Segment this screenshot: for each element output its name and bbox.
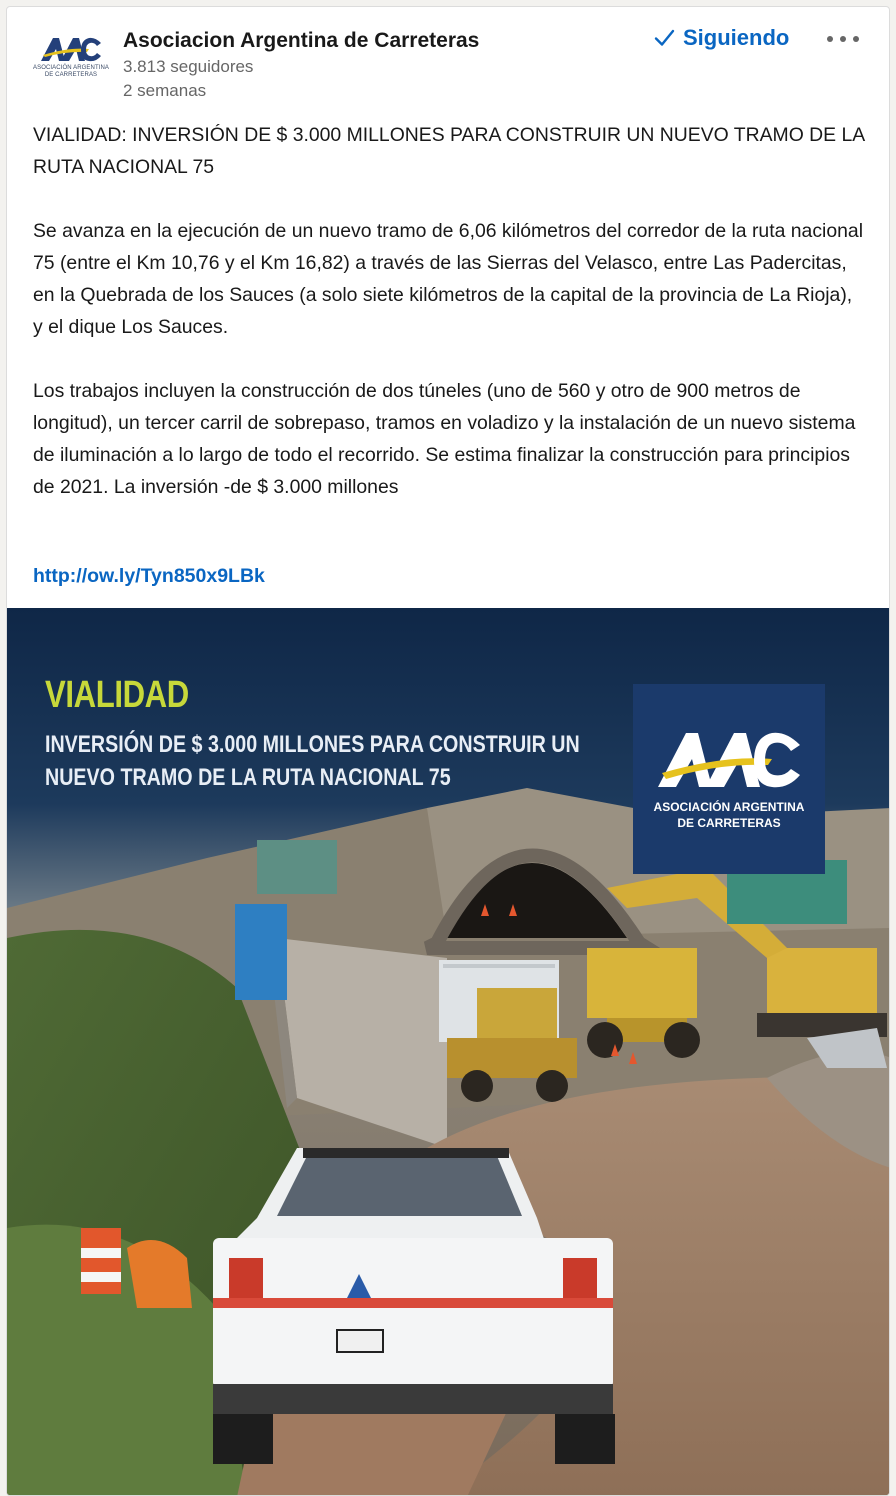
post-link[interactable]: http://ow.ly/Tyn850x9LBk [33,565,265,587]
aac-logo-icon [654,727,804,791]
post-title: VIALIDAD: INVERSIÓN DE $ 3.000 MILLONES PARA CONSTRUIR UN NUEVO TRAMO DE LA RUTA NACIONAL 75 [33,124,865,178]
badge-subtitle [654,799,805,831]
post-paragraph-1: Se avanza en la ejecución de un nuevo tramo de 6,06 kilómetros del corredor de la ruta nacional 75 (entre el Km 10,76 y el Km 16,82) a través de las Sierras del Velasco, entre Las Padercitas, en la Quebrada de los Sauces (a solo siete kilómetros de la capital de la provincia de La Rioja), y el dique Los Sauces. [33,220,864,338]
more-options-button[interactable] [821,25,865,53]
post-time: 2 semanas [123,81,207,100]
post-body [33,119,865,503]
image-kicker: VIALIDAD [45,674,189,716]
post-image[interactable] [7,608,890,1496]
image-headline-line-1: INVERSIÓN DE $ 3.000 MILLONES PARA CONSTRUIR UN [45,731,580,758]
author-avatar[interactable] [33,35,109,93]
post-paragraph-2: Los trabajos incluyen la construcción de dos túneles (uno de 560 y otro de 900 metros de longitud), un tercer carril de sobrepaso, tramos en voladizo y la instalación de un nuevo sistema de iluminación a lo largo de todo el recorrido. Se estima finalizar la construcción para principios de 2021. La inversión -de $ 3.000 millones [33,380,856,498]
post-card [6,6,890,1496]
check-icon [653,27,675,49]
aac-logo-icon [39,35,103,63]
badge-subtitle-line-1: ASOCIACIÓN ARGENTINA [653,800,805,814]
image-logo-badge [633,684,825,874]
logo-subtitle-line-1: ASOCIACIÓN ARGENTINA [33,65,110,71]
image-headline [45,728,580,794]
post-header [7,7,890,111]
author-name[interactable]: Asociacion Argentina de Carreteras [123,29,480,52]
following-button-label: Siguiendo [683,25,790,50]
logo-subtitle [33,65,109,79]
badge-subtitle-line-2: DE CARRETERAS [677,816,781,830]
following-button[interactable] [647,21,795,55]
author-followers: 3.813 seguidores [123,57,254,76]
ellipsis-icon [826,35,860,43]
image-headline-line-2: NUEVO TRAMO DE LA RUTA NACIONAL 75 [45,764,451,791]
logo-subtitle-line-2: DE CARRETERAS [44,72,98,78]
